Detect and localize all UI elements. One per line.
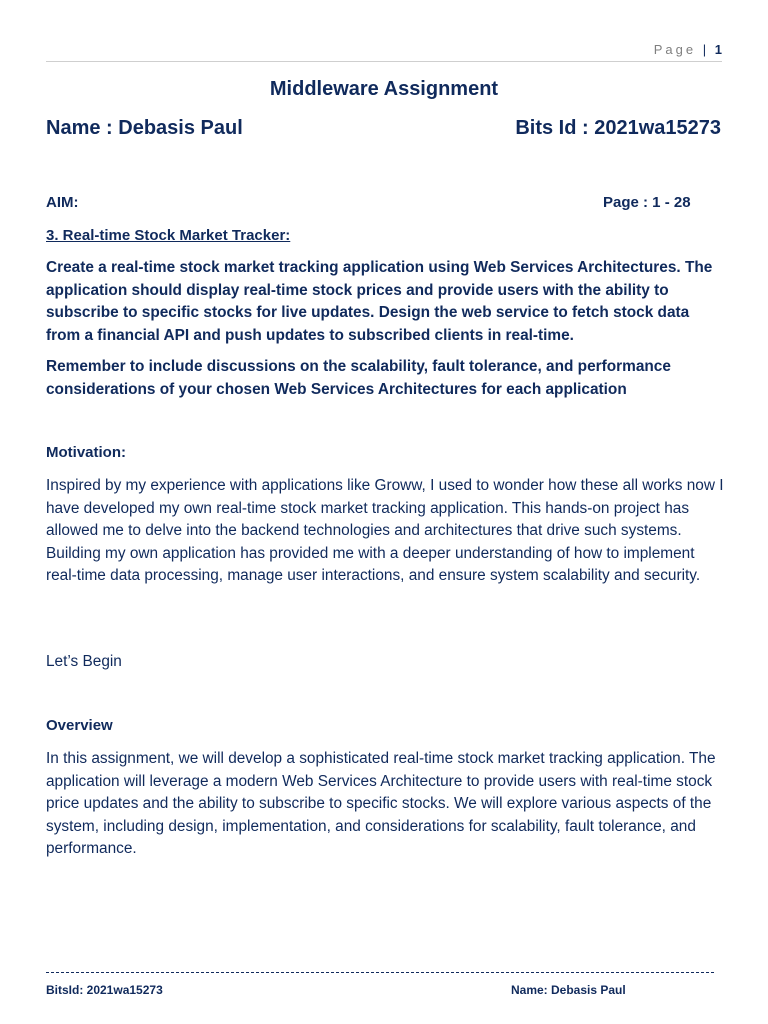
lets-begin-text: Let’s Begin (46, 653, 122, 670)
remember-paragraph: Remember to include discussions on the scalability, fault tolerance, and performance considerations of your chosen Web Services Architectures for each application (46, 358, 671, 398)
page-range: Page : 1 - 28 (603, 194, 691, 211)
aim-paragraph: Create a real-time stock market tracking application using Web Services Architectures. The application should display real-time stock prices and provide users with the ability to subscribe to specific stocks for live updates. Design the web service to fetch stock data from a financial API and push updates to subscribed clients in real-time. (46, 259, 713, 344)
motivation-heading: Motivation: (46, 444, 126, 461)
author-name: Name : Debasis Paul (46, 117, 243, 139)
aim-label: AIM: (46, 194, 79, 211)
footer-author-name: Name: Debasis Paul (511, 983, 626, 997)
header-divider (46, 61, 722, 62)
footer-bits-id: BitsId: 2021wa15273 (46, 983, 163, 997)
overview-heading: Overview (46, 717, 113, 734)
footer-divider (46, 972, 714, 973)
page-number-header (654, 42, 722, 57)
page-separator: | (702, 42, 707, 57)
page-word: Page (653, 42, 697, 57)
overview-paragraph: In this assignment, we will develop a sophisticated real-time stock market tracking application. The application will leverage a modern Web Services Architecture to provide users with real-time stock price updates and the ability to subscribe to specific stocks. We will explore various aspects of the system, including design, implementation, and considerations for scalability, fault tolerance, and performance. (46, 750, 716, 857)
document-title: Middleware Assignment (269, 78, 499, 100)
bits-id: Bits Id : 2021wa15273 (515, 117, 721, 139)
page-number: 1 (714, 42, 722, 57)
task-title: 3. Real-time Stock Market Tracker: (46, 227, 291, 244)
motivation-paragraph: Inspired by my experience with applications like Groww, I used to wonder how these all works now I have developed my own real-time stock market tracking application. This hands-on project has allowed me to delve into the backend technologies and architectures that drive such systems. Building my own application has provided me with a deeper understanding of how to implement real-time data processing, manage user interactions, and ensure system scalability and security. (46, 477, 724, 584)
